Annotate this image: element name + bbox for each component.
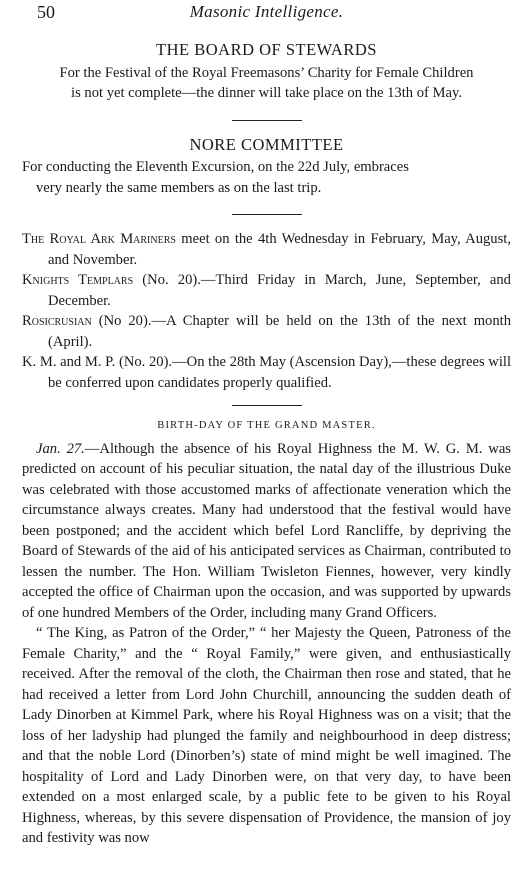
birthday-paragraph-1	[22, 439, 511, 624]
notice-name: The Royal Ark Mariners	[22, 231, 176, 247]
notice-km-mp	[22, 352, 511, 393]
running-title: Masonic Intelligence.	[189, 2, 344, 21]
stewards-line-1: For the Festival of the Royal Freemasons’ Charity for Female Children	[59, 64, 474, 81]
nore-line-1: For conducting the Eleventh Excursion, on the 22d July, embraces	[22, 159, 409, 175]
nore-line-2: very nearly the same members as on the last trip.	[36, 179, 322, 196]
section-divider	[232, 214, 302, 215]
notice-text: (No. 20).—Third Friday in March, June, September, and December.	[48, 272, 511, 309]
notice-text: (No 20).—A Chapter will be held on the 13th of the next month (April).	[48, 313, 511, 350]
notice-name: Rosicrusian	[22, 313, 92, 329]
stewards-title: THE BOARD OF STEWARDS	[156, 40, 377, 59]
nore-title: NORE COMMITTEE	[189, 134, 344, 154]
notice-rosicrusian	[22, 311, 511, 352]
notice-name: K. M. and M. P.	[22, 354, 116, 370]
birthday-paragraph-2: “ The King, as Patron of the Order,” “ her Majesty the Queen, Patroness of the Female Charity,” and the “ Royal Family,” were given, and enthusiastically received. After the removal of the cloth, the Chairman then rose and stated, that he had received a letter from Lord John Churchill, announcing the sudden death of Lady Dinorben at Kimmel Park, where his Royal Highness was on a visit; that the loss of her ladyship had plunged the family and neighbourhood in deep distress; and that the noble Lord (Dinorben’s) state of mind might be well imagined. The hospitality of Lord and Lady Dinorben were, on that very day, to have been extended on a most enlarged scale, by a public fete to be given to his Royal Highness, whereas, by this severe dispensation of Providence, the mansion of joy and festivity was now	[22, 625, 511, 846]
notice-ark-mariners	[22, 229, 511, 270]
stewards-line-2: is not yet complete—the dinner will take place on the 13th of May.	[71, 85, 462, 101]
birthday-title: BIRTH-DAY OF THE GRAND MASTER.	[157, 420, 376, 431]
section-divider	[232, 120, 302, 121]
birthday-paragraph-1-text: —Although the absence of his Royal Highness the M. W. G. M. was predicted on account of his peculiar situation, the natal day of the illustrious Duke was celebrated with those accustomed marks of affectionate veneration which the circumstance always creates. Many had understood that the festival would have been postponed; and the accident which befel Lord Rancliffe, by depriving the Board of Stewards of the aid of his anticipated services as Chairman, contributed to lessen the number. The Hon. William Twisleton Fiennes, however, very kindly accepted the office of Chairman upon the occasion, and was supported by upwards of one hundred Members of the Order, including many Grand Officers.	[22, 440, 511, 621]
page-number: 50	[37, 2, 55, 22]
notice-knights-templars	[22, 270, 511, 311]
notice-text: (No. 20).—On the 28th May (Ascension Day),—these degrees will be conferred upon candidates properly qualified.	[48, 354, 511, 391]
notice-text: meet on the 4th Wednesday in February, May, August, and November.	[48, 231, 511, 268]
notice-name: Knights Templars	[22, 272, 134, 288]
section-divider	[232, 405, 302, 406]
birthday-date: Jan. 27.	[36, 440, 85, 457]
running-head	[22, 0, 511, 30]
